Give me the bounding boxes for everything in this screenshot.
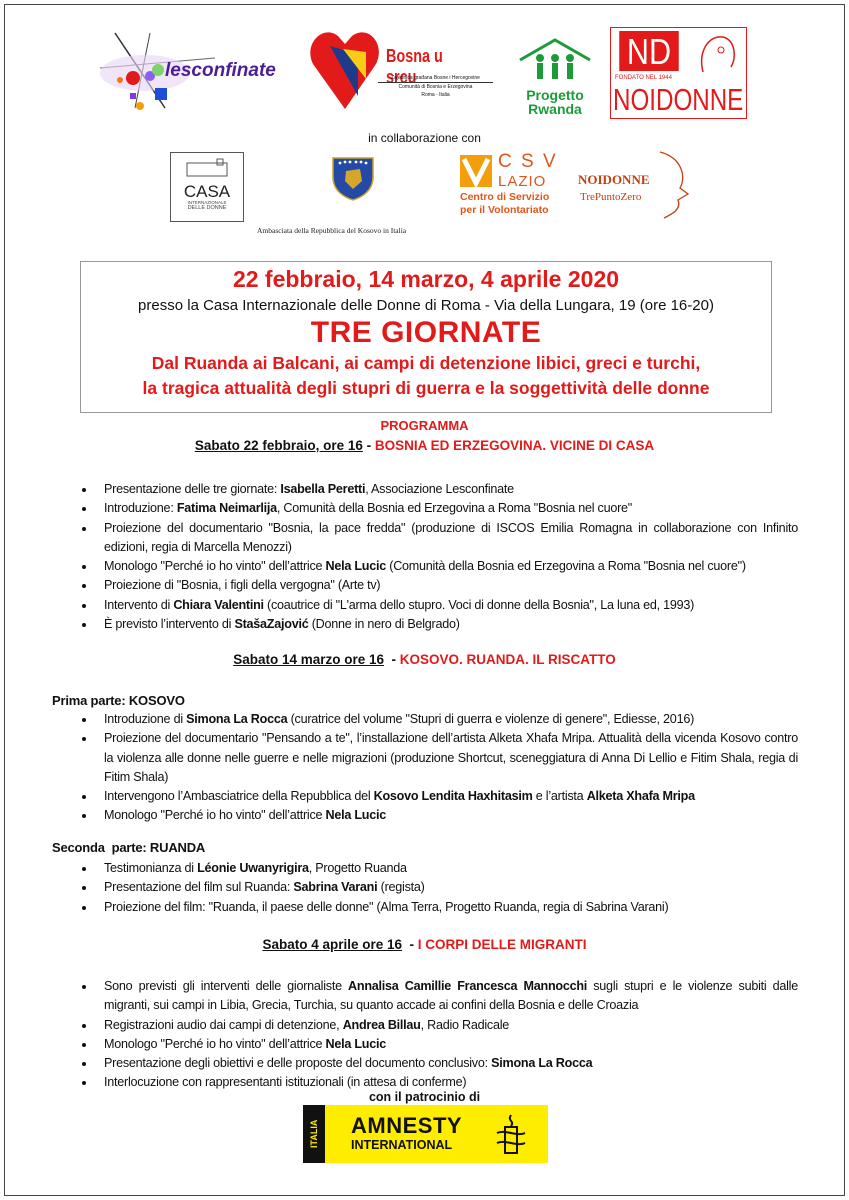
collaboration-label: in collaborazione con bbox=[368, 131, 481, 145]
item-text: (Comunità della Bosnia ed Erzegovina a Roma "Bosnia nel cuore") bbox=[386, 559, 746, 574]
program-item bbox=[80, 615, 798, 634]
programma-heading: PROGRAMMA bbox=[380, 418, 469, 433]
program-item bbox=[80, 557, 798, 576]
day3-separator: - bbox=[402, 937, 418, 952]
rwanda-name-2: Rwanda bbox=[528, 101, 582, 117]
item-text: Interlocuzione con rappresentanti istituzionali (in attesa di conferme) bbox=[104, 1075, 467, 1090]
day3-topic: I CORPI DELLE MIGRANTI bbox=[417, 937, 587, 952]
banner-subtitle-1: Dal Ruanda ai Balcani, ai campi di detenzione libici, greci e turchi, bbox=[151, 353, 701, 373]
amnesty-logo bbox=[303, 1105, 548, 1163]
banner-dates: 22 febbraio, 14 marzo, 4 aprile 2020 bbox=[232, 266, 620, 292]
day1-separator: - bbox=[362, 438, 375, 453]
lesconfinate-name: lesconfinate bbox=[165, 60, 276, 81]
day2-heading bbox=[0, 652, 849, 667]
item-text: (regista) bbox=[377, 880, 425, 895]
speaker-name: Chiara Valentini bbox=[173, 597, 264, 612]
program-item bbox=[80, 710, 798, 729]
csv-v-icon bbox=[460, 155, 492, 187]
bosna-subtitle-1: Zajednica građana Bosne i Hercegovine bbox=[378, 74, 493, 83]
item-text: Monologo "Perché io ho vinto" dell’attrice bbox=[104, 1036, 326, 1051]
item-text: (curatrice del volume "Stupri di guerra e violenze di genere", Ediesse, 2016) bbox=[287, 712, 695, 726]
item-text: Intervengono l’Ambasciatrice della Repubblica del bbox=[104, 789, 374, 804]
program-item bbox=[80, 519, 798, 558]
item-text: sugli stupri e le violenze subiti dalle migranti, sui campi in Libia, Grecia, Turchia, su quanto accade ai confini della Bosnia e delle Croazia bbox=[104, 979, 798, 1013]
rwanda-name-1: Progetto bbox=[526, 87, 584, 103]
kosovo-emblem-icon bbox=[330, 155, 376, 201]
program-item bbox=[80, 859, 798, 878]
day1-list bbox=[80, 480, 798, 634]
bosna-subtitle-3: Roma - Italia bbox=[421, 92, 450, 98]
csv-name: C S V bbox=[498, 151, 558, 172]
speaker-name: Léonie Uwanyrigira bbox=[197, 861, 309, 875]
item-text: Introduzione: bbox=[104, 501, 177, 516]
item-text: Registrazioni audio dai campi di detenzione, bbox=[104, 1017, 343, 1032]
logo-progetto-rwanda bbox=[505, 38, 605, 120]
program-item bbox=[80, 729, 798, 787]
item-text: , Progetto Ruanda bbox=[308, 861, 407, 875]
csv-lazio: LAZIO bbox=[498, 173, 547, 190]
program-item bbox=[80, 1035, 798, 1054]
part2-title: Seconda parte: RUANDA bbox=[52, 840, 206, 855]
program-item bbox=[80, 898, 798, 917]
building-icon bbox=[182, 158, 232, 178]
noidonne-founded: FONDATO NEL 1944 bbox=[615, 75, 672, 81]
item-text: (coautrice di "L'arma dello stupro. Voci di donne della Bosnia", La luna ed, 1993) bbox=[263, 597, 695, 612]
speaker-name: Simona La Rocca bbox=[491, 1056, 593, 1071]
casa-sub-1: INTERNAZIONALE bbox=[187, 200, 227, 205]
day2-separator: - bbox=[384, 652, 400, 667]
day1-heading bbox=[0, 438, 849, 453]
program-item bbox=[80, 596, 798, 615]
program-item bbox=[80, 878, 798, 897]
item-text: Introduzione di bbox=[104, 712, 187, 726]
noidonne-nd: ND bbox=[619, 31, 679, 71]
speaker-name: Alketa Xhafa Mripa bbox=[586, 789, 695, 804]
banner-subtitle-2: la tragica attualità degli stupri di guerra e la soggettività delle donne bbox=[142, 378, 710, 398]
banner-title: TRE GIORNATE bbox=[310, 316, 542, 349]
item-text: Presentazione del film sul Ruanda: bbox=[104, 880, 294, 895]
noidonne3-name: NOIDONNE bbox=[578, 172, 650, 187]
item-text: Intervento di bbox=[104, 597, 174, 612]
item-text: , Radio Radicale bbox=[420, 1017, 510, 1032]
day1-topic: BOSNIA ED ERZEGOVINA. VICINE DI CASA bbox=[374, 438, 655, 453]
program-item bbox=[80, 1054, 798, 1073]
casa-name: CASA bbox=[183, 182, 231, 201]
day2-date: Sabato 14 marzo ore 16 bbox=[233, 652, 385, 667]
day3-list bbox=[80, 977, 798, 1093]
speaker-name: Fatima Neimarlija bbox=[176, 501, 277, 516]
patronage-label: con il patrocinio di bbox=[368, 1090, 481, 1104]
logo-bosna-u-srcu bbox=[308, 24, 493, 119]
house-people-icon bbox=[515, 38, 595, 83]
speaker-name: Annalisa Camillie Francesca Mannocchi bbox=[348, 979, 588, 993]
day3-heading bbox=[0, 937, 849, 952]
speaker-name: Kosovo Lendita Haxhitasim bbox=[373, 789, 533, 804]
day1-date: Sabato 22 febbraio, ore 16 bbox=[194, 438, 363, 453]
item-text: Proiezione di "Bosnia, i figli della vergogna" (Arte tv) bbox=[104, 578, 381, 593]
speaker-name: Isabella Peretti bbox=[280, 482, 366, 496]
banner-venue: presso la Casa Internazionale delle Donne di Roma - Via della Lungara, 19 (ore 16-20) bbox=[138, 297, 714, 314]
part1-list bbox=[80, 710, 798, 826]
logo-lesconfinate bbox=[95, 28, 305, 113]
program-item bbox=[80, 480, 798, 499]
item-text: (Donne in nero di Belgrado) bbox=[308, 617, 460, 632]
part1-title: Prima parte: KOSOVO bbox=[52, 693, 185, 708]
face-profile-icon bbox=[658, 150, 693, 220]
item-text: È previsto l’intervento di bbox=[104, 617, 235, 632]
speaker-name: Nela Lucic bbox=[325, 808, 387, 823]
program-item bbox=[80, 499, 798, 518]
logo-csv-lazio bbox=[460, 153, 580, 218]
program-item bbox=[80, 787, 798, 806]
noidonne-name: NOIDONNE bbox=[613, 82, 744, 117]
event-banner bbox=[80, 261, 772, 413]
logo-noidonne bbox=[610, 27, 747, 119]
noidonne3-sub: TrePuntoZero bbox=[580, 191, 642, 203]
item-text: , Associazione Lesconfinate bbox=[365, 482, 514, 496]
heart-flag-icon bbox=[308, 24, 383, 114]
woman-profile-icon bbox=[693, 32, 741, 74]
day3-date: Sabato 4 aprile ore 16 bbox=[262, 937, 403, 952]
item-text: Proiezione del documentario "Bosnia, la pace fredda" (produzione di ISCOS Emilia Romagna in collaborazione con Infinito edizioni, regia di Marcella Menozzi) bbox=[104, 520, 798, 554]
item-text: Monologo "Perché io ho vinto" dell’attrice bbox=[104, 808, 326, 823]
program-item bbox=[80, 806, 798, 825]
kosovo-embassy-caption: Ambasciata della Repubblica del Kosovo in Italia bbox=[257, 226, 407, 235]
speaker-name: Nela Lucic bbox=[325, 559, 387, 574]
item-text: Testimonianza di bbox=[104, 861, 198, 875]
candle-barbed-wire-icon bbox=[493, 1113, 529, 1157]
speaker-name: StašaZajović bbox=[234, 617, 309, 632]
program-item bbox=[80, 977, 798, 1016]
item-text: Proiezione del documentario "Pensando a te", l’installazione dell’artista Alketa Xhafa Mripa. Attualità della vicenda Kosovo contro la violenza alle donne nelle guerre e nelle migrazioni (produzione Shortcut, sceneggiatura di Anna Di Lellio e Fitim Shala, regia di Fitim Shala) bbox=[104, 731, 798, 784]
item-text: Presentazione delle tre giornate: bbox=[104, 482, 281, 496]
amnesty-line-1: AMNESTY bbox=[351, 1113, 463, 1138]
item-text: Sono previsti gli interventi delle giornaliste bbox=[104, 979, 349, 993]
item-text: Presentazione degli obiettivi e delle proposte del documento conclusivo: bbox=[104, 1056, 492, 1071]
item-text: Monologo "Perché io ho vinto" dell’attrice bbox=[104, 559, 326, 574]
amnesty-line-2: INTERNATIONAL bbox=[351, 1138, 453, 1152]
day2-topic: KOSOVO. RUANDA. IL RISCATTO bbox=[399, 652, 616, 667]
speaker-name: Nela Lucic bbox=[325, 1036, 387, 1051]
speaker-name: Sabrina Varani bbox=[293, 880, 378, 895]
casa-sub-2: DELLE DONNE bbox=[187, 205, 227, 211]
logo-noidonne-trepuntozero bbox=[578, 150, 693, 220]
bosna-title: Bosna u srcu bbox=[386, 46, 443, 87]
item-text: Proiezione del film: "Ruanda, il paese delle donne" (Alma Terra, Progetto Ruanda, regia di Sabrina Varani) bbox=[104, 899, 669, 914]
amnesty-italia: ITALIA bbox=[303, 1105, 325, 1163]
part2-list bbox=[80, 859, 798, 917]
speaker-name: Simona La Rocca bbox=[186, 712, 288, 726]
logo-casa-internazionale bbox=[170, 152, 244, 222]
bosna-subtitle-2: Comunità di Bosnia e Erzegovina bbox=[398, 84, 473, 90]
csv-subtitle-2: per il Volontariato bbox=[460, 204, 549, 216]
item-text: e l’artista bbox=[532, 789, 587, 804]
item-text: , Comunità della Bosnia ed Erzegovina a Roma "Bosnia nel cuore" bbox=[276, 501, 632, 516]
program-item bbox=[80, 1016, 798, 1035]
program-item bbox=[80, 576, 798, 595]
csv-subtitle-1: Centro di Servizio bbox=[460, 191, 550, 203]
speaker-name: Andrea Billau bbox=[342, 1017, 421, 1032]
